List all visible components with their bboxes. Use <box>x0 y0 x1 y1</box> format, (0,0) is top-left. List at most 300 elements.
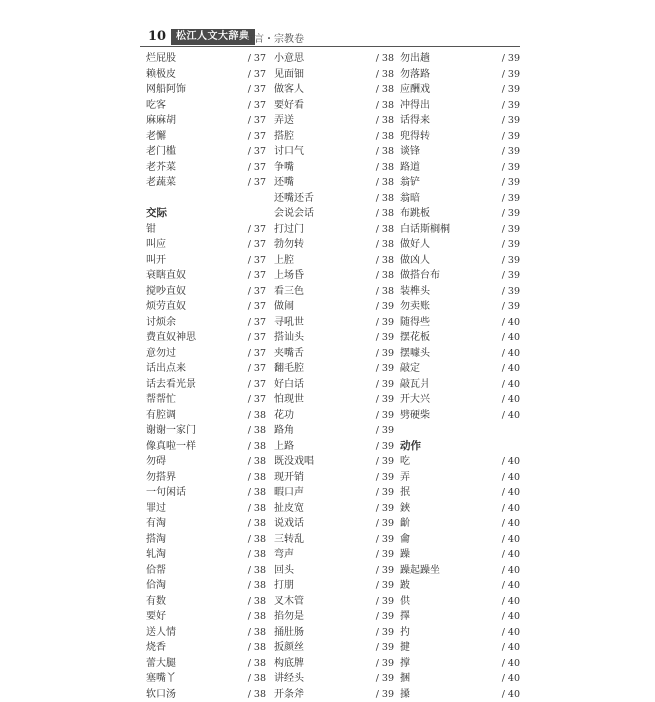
category-heading <box>400 439 520 455</box>
index-entry <box>400 191 520 207</box>
page-number: 10 <box>148 29 166 44</box>
entry-page-ref: / 38 <box>376 175 394 191</box>
entry-term: 搭讪头 <box>274 330 304 346</box>
entry-term: 打朋 <box>274 578 294 594</box>
index-entry <box>400 253 520 269</box>
entry-term: 好白话 <box>274 377 304 393</box>
entry-term: 看三色 <box>274 284 304 300</box>
entry-term: 一句闲话 <box>146 485 186 501</box>
index-entry <box>274 408 394 424</box>
entry-term: 谢谢一家门 <box>146 423 196 439</box>
index-entry <box>274 346 394 362</box>
entry-page-ref: / 39 <box>502 82 520 98</box>
entry-term: 讲经头 <box>274 671 304 687</box>
entry-page-ref: / 40 <box>502 516 520 532</box>
entry-term: 老蔬菜 <box>146 175 176 191</box>
entry-term: 麻麻胡 <box>146 113 176 129</box>
entry-page-ref: / 39 <box>502 299 520 315</box>
entry-term: 有腔调 <box>146 408 176 424</box>
entry-term: 现开销 <box>274 470 304 486</box>
entry-page-ref: / 38 <box>248 609 266 625</box>
index-entry <box>274 485 394 501</box>
index-entry <box>146 51 266 67</box>
entry-term: 劈硬柴 <box>400 408 430 424</box>
entry-term: 躁 <box>400 547 410 563</box>
entry-page-ref: / 39 <box>376 361 394 377</box>
entry-term: 搭腔 <box>274 129 294 145</box>
entry-term: 敲定 <box>400 361 420 377</box>
entry-term: 要好看 <box>274 98 304 114</box>
entry-term: 勿落路 <box>400 67 430 83</box>
entry-page-ref: / 39 <box>502 175 520 191</box>
entry-page-ref: / 39 <box>376 485 394 501</box>
entry-term: 路角 <box>274 423 294 439</box>
category-heading-text: 动作 <box>400 439 421 455</box>
index-entry <box>274 113 394 129</box>
index-entry <box>146 501 266 517</box>
index-entry <box>274 222 394 238</box>
index-entry <box>146 563 266 579</box>
index-entry <box>274 578 394 594</box>
entry-page-ref: / 38 <box>248 516 266 532</box>
entry-term: 话去看光景 <box>146 377 196 393</box>
index-entry <box>274 671 394 687</box>
entry-page-ref: / 37 <box>248 67 266 83</box>
entry-page-ref: / 40 <box>502 563 520 579</box>
entry-term: 衰瞎直奴 <box>146 268 186 284</box>
index-entry <box>146 346 266 362</box>
entry-page-ref: / 37 <box>248 222 266 238</box>
index-entry <box>146 268 266 284</box>
index-entry <box>400 175 520 191</box>
entry-term: 弯声 <box>274 547 294 563</box>
index-entry <box>400 222 520 238</box>
entry-page-ref: / 39 <box>376 532 394 548</box>
entry-page-ref: / 40 <box>502 640 520 656</box>
entry-term: 构底牌 <box>274 656 304 672</box>
entry-term: 翁暗 <box>400 191 420 207</box>
entry-term: 勿碍 <box>146 454 166 470</box>
entry-term: 躁起躁坐 <box>400 563 440 579</box>
entry-term: 烂屁股 <box>146 51 176 67</box>
entry-term: 扚 <box>400 625 410 641</box>
entry-term: 齘 <box>400 516 410 532</box>
entry-term: 做好人 <box>400 237 430 253</box>
index-entry <box>146 408 266 424</box>
entry-term: 弄 <box>400 470 410 486</box>
index-entry <box>146 253 266 269</box>
index-entry <box>274 67 394 83</box>
entry-page-ref: / 37 <box>248 51 266 67</box>
entry-term: 做客人 <box>274 82 304 98</box>
entry-term: 龠 <box>400 532 410 548</box>
entry-page-ref: / 39 <box>502 268 520 284</box>
entry-page-ref: / 39 <box>502 253 520 269</box>
index-entry <box>146 547 266 563</box>
index-entry <box>400 299 520 315</box>
entry-term: 塞嘴丫 <box>146 671 176 687</box>
entry-term: 上腔 <box>274 253 294 269</box>
index-entry <box>274 253 394 269</box>
category-heading <box>146 206 266 222</box>
entry-term: 勃勿转 <box>274 237 304 253</box>
entry-page-ref: / 37 <box>248 315 266 331</box>
entry-page-ref: / 39 <box>502 160 520 176</box>
index-entry <box>400 98 520 114</box>
entry-term: 翁铲 <box>400 175 420 191</box>
index-entry <box>274 454 394 470</box>
entry-page-ref: / 39 <box>376 470 394 486</box>
entry-page-ref: / 38 <box>376 129 394 145</box>
entry-term: 讨口气 <box>274 144 304 160</box>
entry-page-ref: / 39 <box>376 392 394 408</box>
entry-term: 摆噱头 <box>400 346 430 362</box>
entry-page-ref: / 37 <box>248 377 266 393</box>
index-entry <box>146 361 266 377</box>
entry-page-ref: / 39 <box>376 594 394 610</box>
entry-page-ref: / 38 <box>248 594 266 610</box>
entry-page-ref: / 37 <box>248 144 266 160</box>
entry-page-ref: / 40 <box>502 315 520 331</box>
entry-page-ref: / 40 <box>502 594 520 610</box>
entry-page-ref: / 38 <box>248 625 266 641</box>
index-entry <box>400 144 520 160</box>
entry-term: 老芥菜 <box>146 160 176 176</box>
entry-page-ref: / 39 <box>502 237 520 253</box>
entry-term: 掐勿是 <box>274 609 304 625</box>
entry-page-ref: / 37 <box>248 268 266 284</box>
entry-term: 搅吵直奴 <box>146 284 186 300</box>
index-entry <box>146 640 266 656</box>
index-entry <box>146 129 266 145</box>
index-entry <box>400 454 520 470</box>
index-entry <box>146 454 266 470</box>
entry-page-ref: / 38 <box>248 470 266 486</box>
index-entry <box>146 625 266 641</box>
index-entry <box>400 687 520 702</box>
index-entry <box>274 377 394 393</box>
entry-page-ref: / 39 <box>376 547 394 563</box>
index-entry <box>400 594 520 610</box>
entry-page-ref: / 38 <box>376 67 394 83</box>
entry-term: 讨烦余 <box>146 315 176 331</box>
entry-page-ref: / 39 <box>376 330 394 346</box>
entry-page-ref: / 37 <box>248 361 266 377</box>
entry-term: 钳 <box>146 222 156 238</box>
entry-page-ref: / 37 <box>248 253 266 269</box>
entry-page-ref: / 39 <box>376 501 394 517</box>
entry-term: 谈锋 <box>400 144 420 160</box>
entry-term: 罪过 <box>146 501 166 517</box>
index-entry <box>274 640 394 656</box>
index-entry <box>400 640 520 656</box>
entry-page-ref: / 37 <box>248 284 266 300</box>
entry-term: 扳颜丝 <box>274 640 304 656</box>
entry-term: 捅肚肠 <box>274 625 304 641</box>
entry-page-ref: / 37 <box>248 82 266 98</box>
entry-term: 夹嘴舌 <box>274 346 304 362</box>
entry-term: 三转乱 <box>274 532 304 548</box>
index-entry <box>146 299 266 315</box>
header-rule <box>140 46 520 47</box>
index-entry <box>146 656 266 672</box>
entry-term: 打过门 <box>274 222 304 238</box>
entry-page-ref: / 40 <box>502 671 520 687</box>
entry-page-ref: / 38 <box>248 408 266 424</box>
entry-page-ref: / 38 <box>376 284 394 300</box>
entry-page-ref: / 39 <box>376 578 394 594</box>
entry-page-ref: / 38 <box>376 253 394 269</box>
entry-page-ref: / 39 <box>376 299 394 315</box>
section-label: 方言・宗教卷 <box>244 30 304 45</box>
entry-page-ref: / 39 <box>376 346 394 362</box>
entry-page-ref: / 40 <box>502 625 520 641</box>
index-entry <box>274 423 394 439</box>
entry-term: 会说会话 <box>274 206 314 222</box>
entry-page-ref: / 38 <box>376 113 394 129</box>
index-entry <box>274 470 394 486</box>
entry-page-ref: / 38 <box>376 237 394 253</box>
entry-page-ref: / 39 <box>376 640 394 656</box>
entry-page-ref: / 38 <box>376 144 394 160</box>
entry-page-ref: / 38 <box>248 532 266 548</box>
entry-page-ref: / 39 <box>376 377 394 393</box>
entry-term: 蕾大腿 <box>146 656 176 672</box>
entry-page-ref: / 38 <box>376 160 394 176</box>
entry-page-ref: / 38 <box>248 640 266 656</box>
index-column-3 <box>400 51 520 702</box>
entry-page-ref: / 40 <box>502 330 520 346</box>
entry-term: 老门槛 <box>146 144 176 160</box>
index-entry <box>400 501 520 517</box>
entry-page-ref: / 37 <box>248 160 266 176</box>
entry-page-ref: / 40 <box>502 687 520 702</box>
entry-term: 上路 <box>274 439 294 455</box>
index-entry <box>146 516 266 532</box>
entry-page-ref: / 40 <box>502 470 520 486</box>
entry-term: 扯皮宽 <box>274 501 304 517</box>
index-entry <box>400 346 520 362</box>
entry-page-ref: / 40 <box>502 656 520 672</box>
entry-page-ref: / 37 <box>248 330 266 346</box>
index-entry <box>274 175 394 191</box>
entry-term: 吃客 <box>146 98 166 114</box>
index-entry <box>274 532 394 548</box>
index-entry <box>400 113 520 129</box>
index-entry <box>274 98 394 114</box>
entry-term: 敲瓦爿 <box>400 377 430 393</box>
index-entry <box>400 563 520 579</box>
index-entry <box>400 656 520 672</box>
entry-page-ref: / 39 <box>502 67 520 83</box>
entry-term: 怕现世 <box>274 392 304 408</box>
entry-term: 跛 <box>400 578 410 594</box>
index-entry <box>274 315 394 331</box>
entry-page-ref: / 39 <box>502 51 520 67</box>
index-entry <box>274 82 394 98</box>
entry-page-ref: / 39 <box>376 563 394 579</box>
spacer <box>400 423 520 439</box>
entry-page-ref: / 37 <box>248 129 266 145</box>
index-entry <box>400 485 520 501</box>
entry-page-ref: / 37 <box>248 346 266 362</box>
entry-page-ref: / 39 <box>502 129 520 145</box>
entry-term: 烦劳直奴 <box>146 299 186 315</box>
index-entry <box>146 315 266 331</box>
index-entry <box>400 625 520 641</box>
index-column-2 <box>274 51 394 702</box>
entry-page-ref: / 40 <box>502 377 520 393</box>
entry-page-ref: / 39 <box>502 222 520 238</box>
entry-term: 装榫头 <box>400 284 430 300</box>
entry-term: 搭淘 <box>146 532 166 548</box>
entry-term: 意勿过 <box>146 346 176 362</box>
entry-term: 翻毛腔 <box>274 361 304 377</box>
entry-page-ref: / 39 <box>502 206 520 222</box>
entry-term: 像真啦一样 <box>146 439 196 455</box>
index-entry <box>274 439 394 455</box>
entry-term: 暇口声 <box>274 485 304 501</box>
index-entry <box>400 129 520 145</box>
entry-term: 弄送 <box>274 113 294 129</box>
entry-page-ref: / 37 <box>248 175 266 191</box>
index-entry <box>400 284 520 300</box>
index-entry <box>146 67 266 83</box>
index-entry <box>146 237 266 253</box>
entry-page-ref: / 40 <box>502 408 520 424</box>
index-entry <box>274 687 394 702</box>
entry-term: 上场昏 <box>274 268 304 284</box>
entry-term: 还嘴还舌 <box>274 191 314 207</box>
entry-page-ref: / 37 <box>248 98 266 114</box>
entry-page-ref: / 39 <box>376 656 394 672</box>
index-entry <box>146 485 266 501</box>
entry-page-ref: / 38 <box>248 501 266 517</box>
index-entry <box>274 144 394 160</box>
entry-page-ref: / 39 <box>376 671 394 687</box>
index-entry <box>274 625 394 641</box>
entry-page-ref: / 37 <box>248 237 266 253</box>
entry-page-ref: / 40 <box>502 454 520 470</box>
index-entry <box>274 206 394 222</box>
index-entry <box>274 594 394 610</box>
entry-term: 有淘 <box>146 516 166 532</box>
index-entry <box>400 609 520 625</box>
entry-term: 争嘴 <box>274 160 294 176</box>
index-entry <box>400 408 520 424</box>
index-entry <box>400 547 520 563</box>
book-title-banner: 松江人文大辞典 <box>171 29 255 45</box>
index-entry <box>400 315 520 331</box>
index-entry <box>274 237 394 253</box>
entry-page-ref: / 39 <box>376 315 394 331</box>
entry-page-ref: / 40 <box>502 346 520 362</box>
entry-page-ref: / 39 <box>376 625 394 641</box>
entry-term: 佮帮 <box>146 563 166 579</box>
index-entry <box>400 237 520 253</box>
entry-term: 叫应 <box>146 237 166 253</box>
index-entry <box>146 470 266 486</box>
index-entry <box>146 82 266 98</box>
entry-page-ref: / 38 <box>376 268 394 284</box>
entry-term: 佮淘 <box>146 578 166 594</box>
entry-term: 网船阿饰 <box>146 82 186 98</box>
entry-term: 小意思 <box>274 51 304 67</box>
index-entry <box>146 284 266 300</box>
entry-term: 应酬戏 <box>400 82 430 98</box>
entry-term: 鋏 <box>400 501 410 517</box>
entry-page-ref: / 38 <box>248 454 266 470</box>
entry-term: 路道 <box>400 160 420 176</box>
index-entry <box>146 377 266 393</box>
entry-page-ref: / 39 <box>502 113 520 129</box>
entry-page-ref: / 38 <box>248 547 266 563</box>
index-entry <box>400 516 520 532</box>
entry-term: 花功 <box>274 408 294 424</box>
entry-page-ref: / 39 <box>502 98 520 114</box>
index-entry <box>274 299 394 315</box>
index-entry <box>146 113 266 129</box>
index-entry <box>274 361 394 377</box>
index-entry <box>146 687 266 702</box>
entry-term: 做搭台布 <box>400 268 440 284</box>
entry-term: 叉木管 <box>274 594 304 610</box>
entry-page-ref: / 40 <box>502 532 520 548</box>
entry-term: 抿 <box>400 485 410 501</box>
index-entry <box>146 175 266 191</box>
entry-term: 吃 <box>400 454 410 470</box>
entry-page-ref: / 39 <box>376 423 394 439</box>
entry-term: 擇 <box>400 609 410 625</box>
index-entry <box>274 330 394 346</box>
entry-term: 费直奴神思 <box>146 330 196 346</box>
entry-term: 开大兴 <box>400 392 430 408</box>
entry-term: 烧香 <box>146 640 166 656</box>
index-entry <box>400 160 520 176</box>
entry-term: 帮帮忙 <box>146 392 176 408</box>
entry-page-ref: / 40 <box>502 485 520 501</box>
entry-term: 白话斯榈桐 <box>400 222 450 238</box>
entry-page-ref: / 38 <box>248 656 266 672</box>
index-entry <box>274 284 394 300</box>
index-entry <box>146 609 266 625</box>
entry-page-ref: / 38 <box>248 671 266 687</box>
entry-page-ref: / 38 <box>248 578 266 594</box>
entry-page-ref: / 40 <box>502 501 520 517</box>
entry-term: 要好 <box>146 609 166 625</box>
entry-page-ref: / 38 <box>248 563 266 579</box>
entry-term: 老懈 <box>146 129 166 145</box>
index-entry <box>400 82 520 98</box>
entry-page-ref: / 39 <box>502 191 520 207</box>
entry-term: 兜得转 <box>400 129 430 145</box>
entry-term: 冲得出 <box>400 98 430 114</box>
entry-term: 勿出趟 <box>400 51 430 67</box>
entry-page-ref: / 37 <box>248 392 266 408</box>
entry-term: 赖极皮 <box>146 67 176 83</box>
entry-page-ref: / 40 <box>502 609 520 625</box>
entry-page-ref: / 38 <box>248 485 266 501</box>
entry-page-ref: / 38 <box>376 98 394 114</box>
entry-page-ref: / 40 <box>502 361 520 377</box>
index-entry <box>400 377 520 393</box>
index-entry <box>274 656 394 672</box>
index-entry <box>274 563 394 579</box>
entry-page-ref: / 37 <box>248 113 266 129</box>
index-column-1 <box>146 51 266 702</box>
entry-page-ref: / 40 <box>502 578 520 594</box>
entry-term: 还嘴 <box>274 175 294 191</box>
